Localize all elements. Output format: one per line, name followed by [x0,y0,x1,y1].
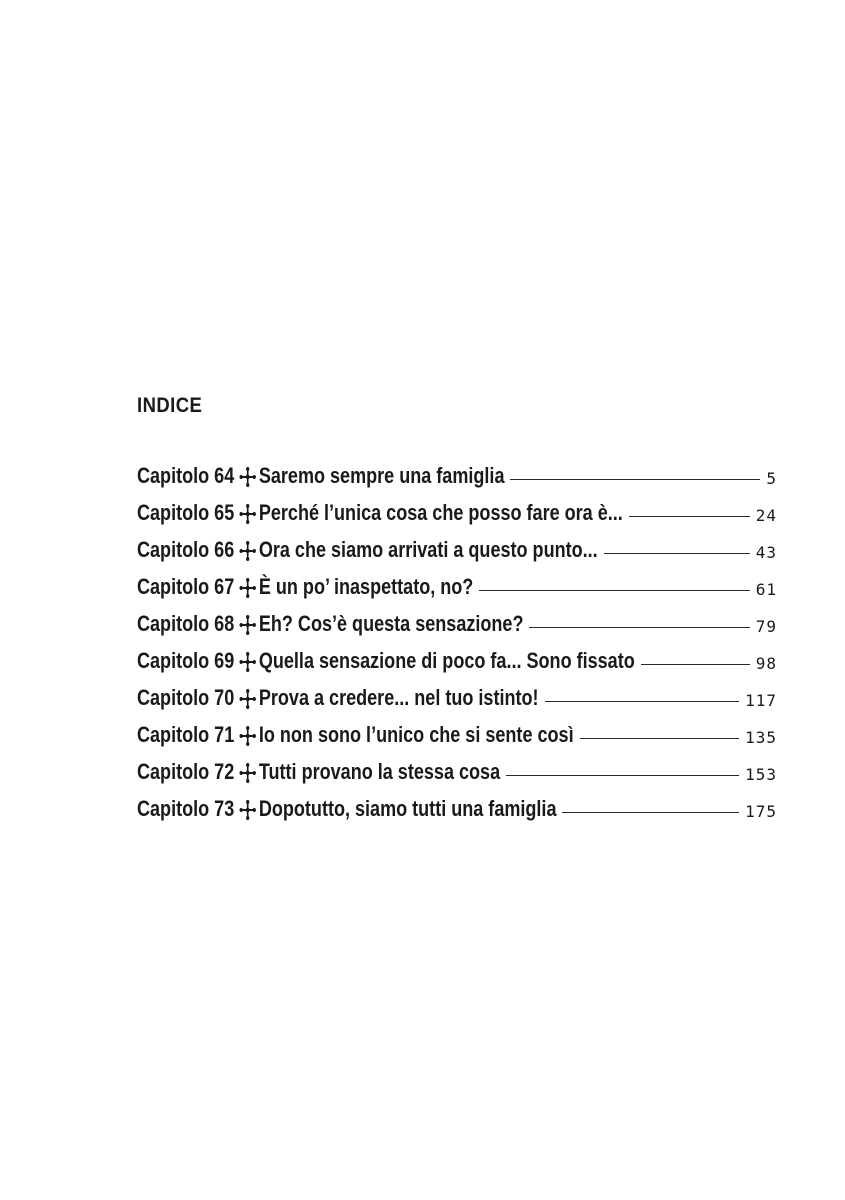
chapter-label: Capitolo 72 [137,759,235,784]
dotted-leader [604,553,750,555]
dotted-leader [545,701,740,703]
ornament-cross-icon [238,503,256,525]
chapter-label: Capitolo 64 [137,463,235,488]
toc-entry-text [137,609,523,639]
page-number: 5 [766,469,777,488]
dotted-leader [580,738,740,740]
toc-entry-text [137,461,504,491]
toc-entry-text [137,794,556,824]
toc-entry-text [137,572,473,602]
toc-entry[interactable] [137,528,777,565]
chapter-title: Dopotutto, siamo tutti una famiglia [258,796,557,821]
page-number: 153 [745,765,777,784]
chapter-title: Io non sono l’unico che si sente così [258,722,574,747]
page-title: INDICE [137,394,203,417]
dotted-leader [641,664,750,666]
ornament-cross-icon [238,614,256,636]
ornament-cross-icon [238,577,256,599]
page-number: 61 [755,580,777,599]
page-number: 24 [755,506,777,525]
toc-entry[interactable] [137,639,777,676]
toc-entry[interactable] [137,787,777,824]
chapter-label: Capitolo 67 [137,574,235,599]
chapter-label: Capitolo 66 [137,537,235,562]
dotted-leader [629,516,750,518]
chapter-title: Tutti provano la stessa cosa [258,759,501,784]
dotted-leader [479,590,749,592]
chapter-title: Prova a credere... nel tuo istinto! [258,685,539,710]
chapter-title: Saremo sempre una famiglia [258,463,505,488]
chapter-label: Capitolo 65 [137,500,235,525]
toc-list [137,454,777,824]
chapter-title: È un po’ inaspettato, no? [258,574,474,599]
dotted-leader [510,479,760,481]
chapter-title: Quella sensazione di poco fa... Sono fissato [258,648,635,673]
toc-entry-text [137,683,539,713]
toc-entry[interactable] [137,602,777,639]
toc-entry-text [137,498,623,528]
dotted-leader [529,627,749,629]
chapter-label: Capitolo 71 [137,722,235,747]
toc-entry-text [137,646,635,676]
page-number: 135 [745,728,777,747]
toc-entry[interactable] [137,565,777,602]
toc-entry[interactable] [137,750,777,787]
chapter-title: Eh? Cos’è questa sensazione? [258,611,524,636]
chapter-label: Capitolo 69 [137,648,235,673]
ornament-cross-icon [238,466,256,488]
page-number: 79 [755,617,777,636]
toc-entry[interactable] [137,454,777,491]
ornament-cross-icon [238,799,256,821]
toc-entry[interactable] [137,713,777,750]
ornament-cross-icon [238,725,256,747]
toc-entry-text [137,720,574,750]
toc-entry[interactable] [137,676,777,713]
chapter-label: Capitolo 73 [137,796,235,821]
toc-entry[interactable] [137,491,777,528]
dotted-leader [506,775,739,777]
ornament-cross-icon [238,762,256,784]
toc-entry-text [137,757,500,787]
page-number: 175 [745,802,777,821]
page-number: 117 [745,691,777,710]
page-number: 98 [755,654,777,673]
ornament-cross-icon [238,651,256,673]
chapter-title: Ora che siamo arrivati a questo punto... [258,537,598,562]
ornament-cross-icon [238,688,256,710]
toc-entry-text [137,535,598,565]
ornament-cross-icon [238,540,256,562]
chapter-label: Capitolo 70 [137,685,235,710]
chapter-label: Capitolo 68 [137,611,235,636]
dotted-leader [562,812,739,814]
page-number: 43 [755,543,777,562]
chapter-title: Perché l’unica cosa che posso fare ora è... [258,500,623,525]
